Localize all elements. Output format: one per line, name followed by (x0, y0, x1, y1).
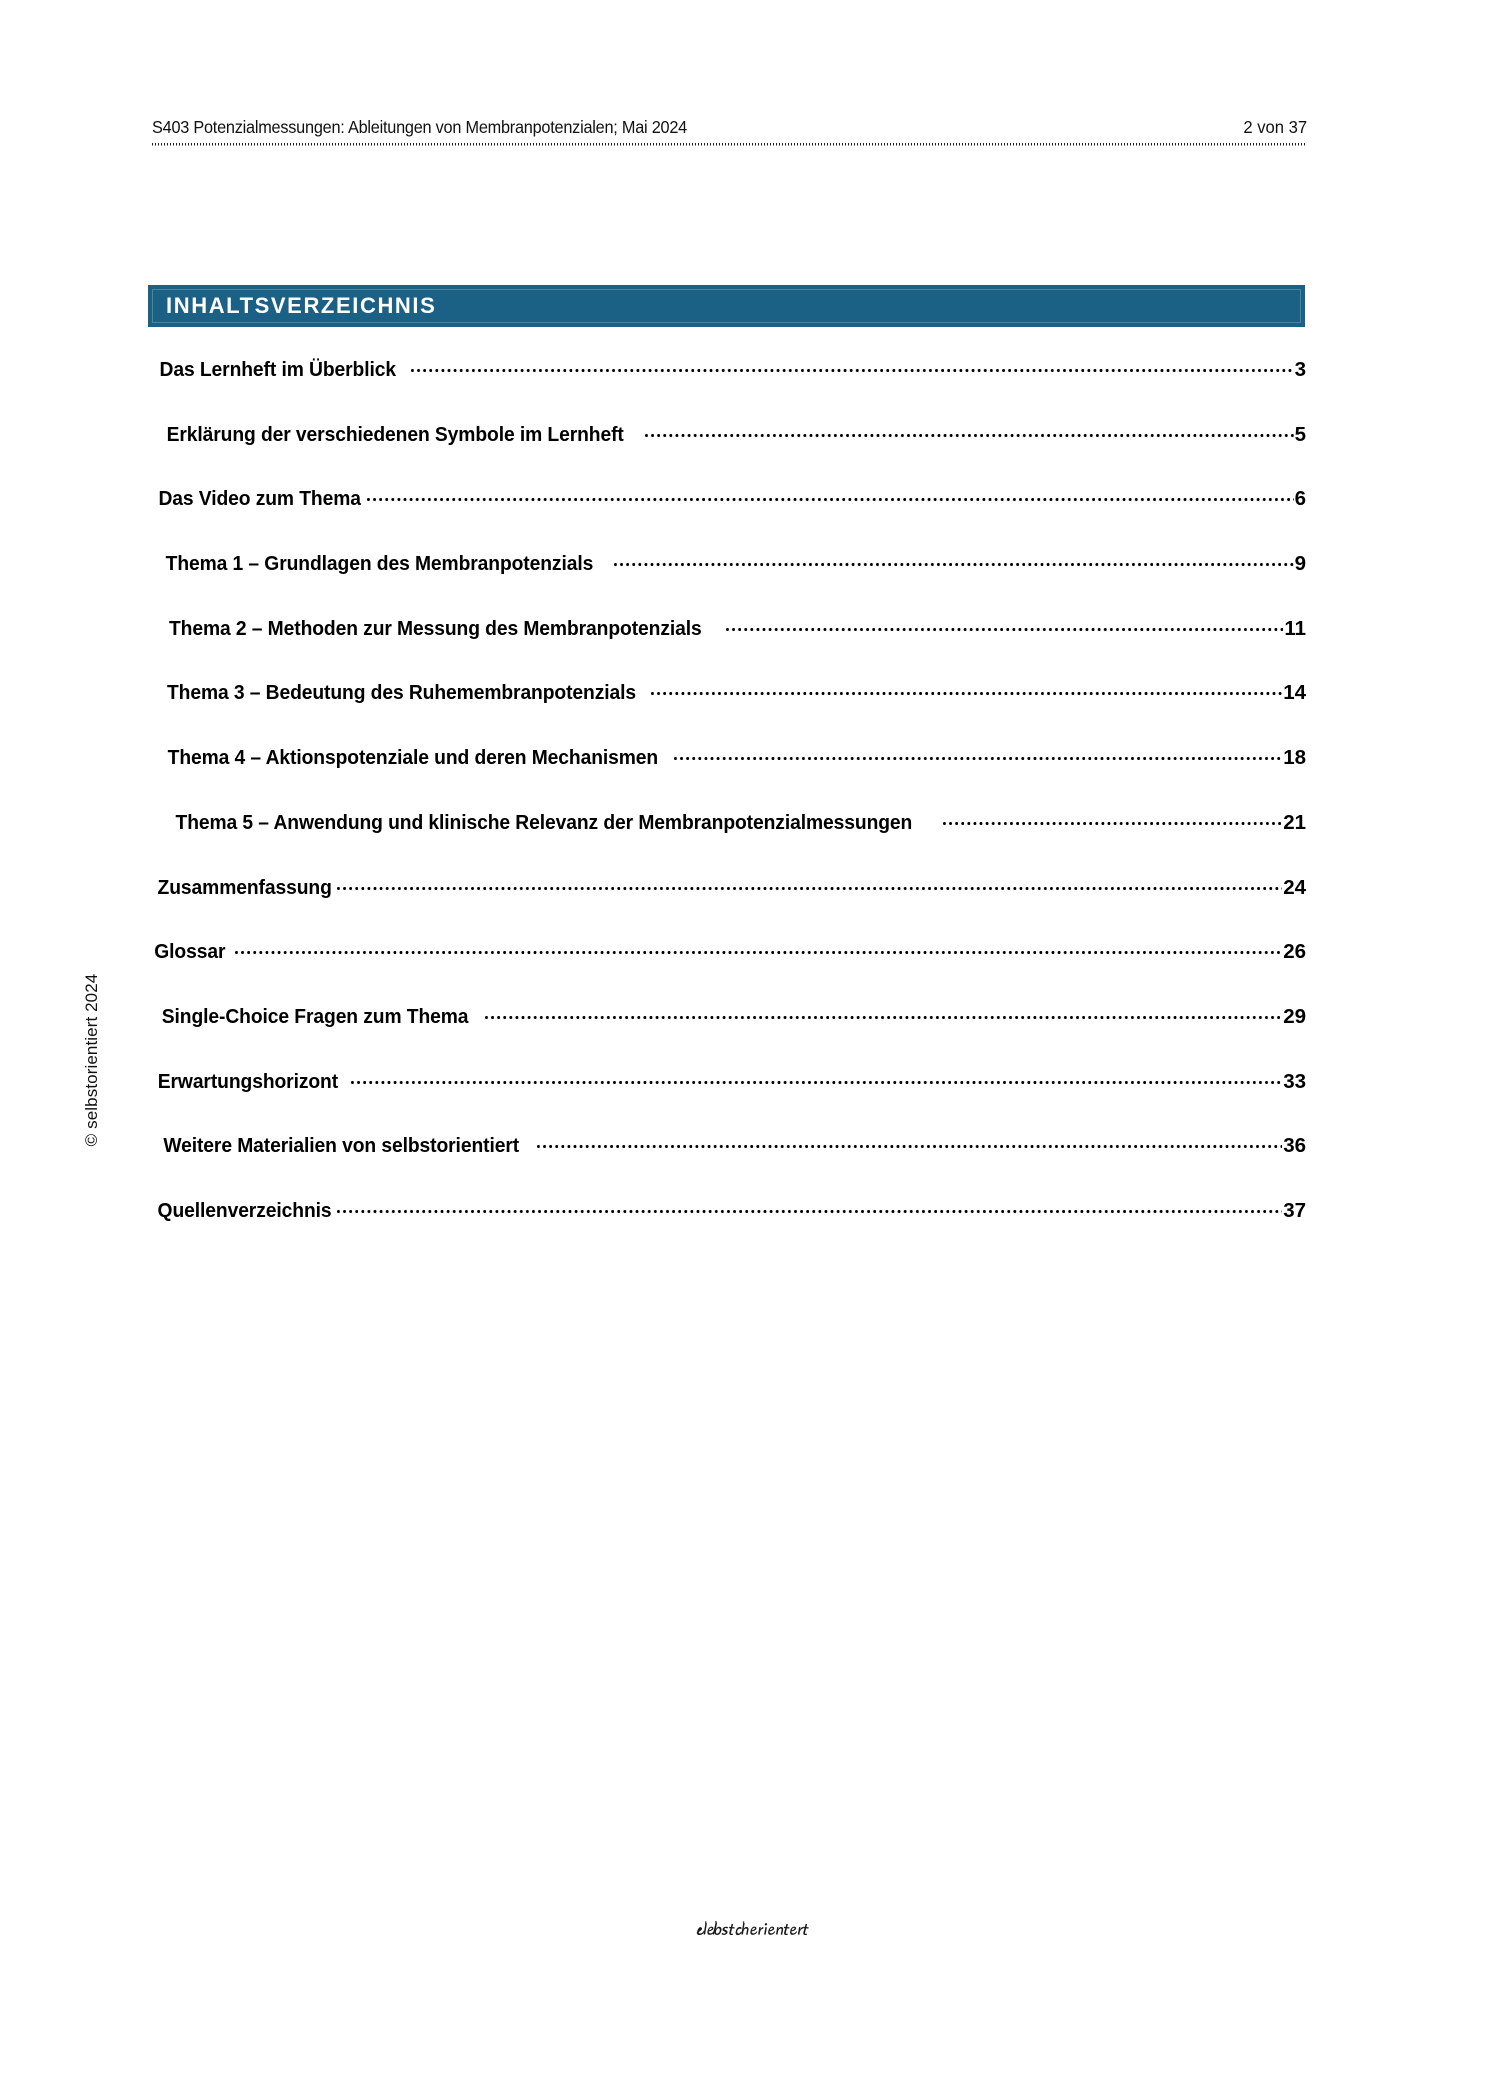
toc-dot-leader (530, 1136, 1282, 1152)
toc-entry[interactable] (152, 811, 1306, 876)
toc-entry[interactable] (152, 552, 1306, 617)
toc-entry-label: Single-Choice Fragen zum Thema (161, 1004, 469, 1028)
toc-entry-page-number: 18 (1283, 746, 1306, 770)
toc-dot-leader (936, 813, 1282, 829)
toc-entry-page-number: 3 (1294, 358, 1306, 381)
toc-entry-page-number: 37 (1283, 1198, 1306, 1222)
header-page-indicator: 2 von 37 (1243, 117, 1307, 137)
toc-entry[interactable] (152, 940, 1306, 1005)
toc-entry-label: Erklärung der verschiedenen Symbole im Lernheft (166, 422, 624, 446)
toc-entry-page-number: 21 (1283, 810, 1306, 834)
toc-entry-label: Das Video zum Thema (158, 487, 361, 511)
toc-dot-leader (344, 1072, 1282, 1088)
toc-entry-label: Thema 4 – Aktionspotenziale und deren Mechanismen (167, 746, 659, 770)
page-title: INHALTSVERZEICHNIS (166, 293, 437, 318)
toc-entry[interactable] (152, 1005, 1306, 1070)
toc-dot-leader (719, 619, 1284, 635)
toc-entry[interactable] (152, 423, 1306, 488)
toc-dot-leader (337, 878, 1282, 894)
toc-entry-label: Thema 1 – Grundlagen des Membranpotenzials (165, 552, 594, 576)
toc-entry[interactable] (152, 1070, 1306, 1135)
toc-entry[interactable] (152, 746, 1306, 811)
toc-entry-page-number: 5 (1294, 422, 1306, 446)
selbstorientiert-brush-logo-icon (693, 1912, 813, 1946)
toc-entry-label: Thema 2 – Methoden zur Messung des Membranpotenzials (168, 616, 702, 640)
toc-entry[interactable] (152, 876, 1306, 941)
section-banner (148, 285, 1305, 327)
header-divider (152, 143, 1307, 146)
toc-entry-label: Weitere Materialien von selbstorientiert (163, 1134, 520, 1158)
toc-entry-page-number: 29 (1283, 1004, 1306, 1028)
toc-entry[interactable] (152, 487, 1306, 552)
copyright-sidebar (78, 960, 106, 1160)
toc-dot-leader (674, 748, 1282, 764)
toc-entry-page-number: 14 (1283, 681, 1306, 705)
toc-dot-leader (337, 1201, 1282, 1217)
toc-entry-page-number: 36 (1283, 1134, 1306, 1158)
page-header (152, 108, 1307, 148)
toc-dot-leader (607, 554, 1294, 570)
toc-entry[interactable] (152, 1134, 1306, 1199)
toc-dot-leader (478, 1007, 1282, 1023)
toc-entry-label: Erwartungshorizont (157, 1069, 339, 1093)
toc-entry-label: Glossar (154, 940, 226, 964)
toc-entry[interactable] (152, 681, 1306, 746)
toc-entry-page-number: 24 (1283, 875, 1306, 899)
table-of-contents (152, 358, 1306, 1264)
header-row (152, 108, 1307, 138)
toc-entry-label: Thema 3 – Bedeutung des Ruhemembranpotenzials (166, 681, 637, 705)
toc-entry-label: Thema 5 – Anwendung und klinische Relevanz der Membranpotenzialmessungen (175, 810, 913, 834)
toc-entry-label: Das Lernheft im Überblick (159, 358, 397, 381)
toc-dot-leader (367, 489, 1293, 505)
toc-dot-leader (404, 360, 1294, 376)
toc-entry-page-number: 26 (1283, 940, 1306, 964)
toc-dot-leader (228, 942, 1283, 958)
toc-entry[interactable] (152, 617, 1306, 682)
toc-entry-page-number: 9 (1294, 552, 1306, 576)
toc-dot-leader (651, 683, 1282, 699)
toc-entry[interactable] (152, 358, 1306, 423)
header-document-title: S403 Potenzialmessungen: Ableitungen von Membranpotenzialen; Mai 2024 (152, 117, 687, 137)
footer-logo (0, 1912, 1506, 1946)
toc-dot-leader (638, 425, 1293, 441)
toc-entry-page-number: 11 (1284, 616, 1306, 640)
copyright-text: © selbstorientiert 2024 (82, 973, 101, 1147)
toc-entry[interactable] (152, 1199, 1306, 1264)
toc-entry-page-number: 33 (1283, 1069, 1306, 1093)
toc-entry-label: Quellenverzeichnis (157, 1198, 332, 1222)
toc-entry-label: Zusammenfassung (157, 875, 332, 899)
toc-entry-page-number: 6 (1294, 487, 1306, 511)
